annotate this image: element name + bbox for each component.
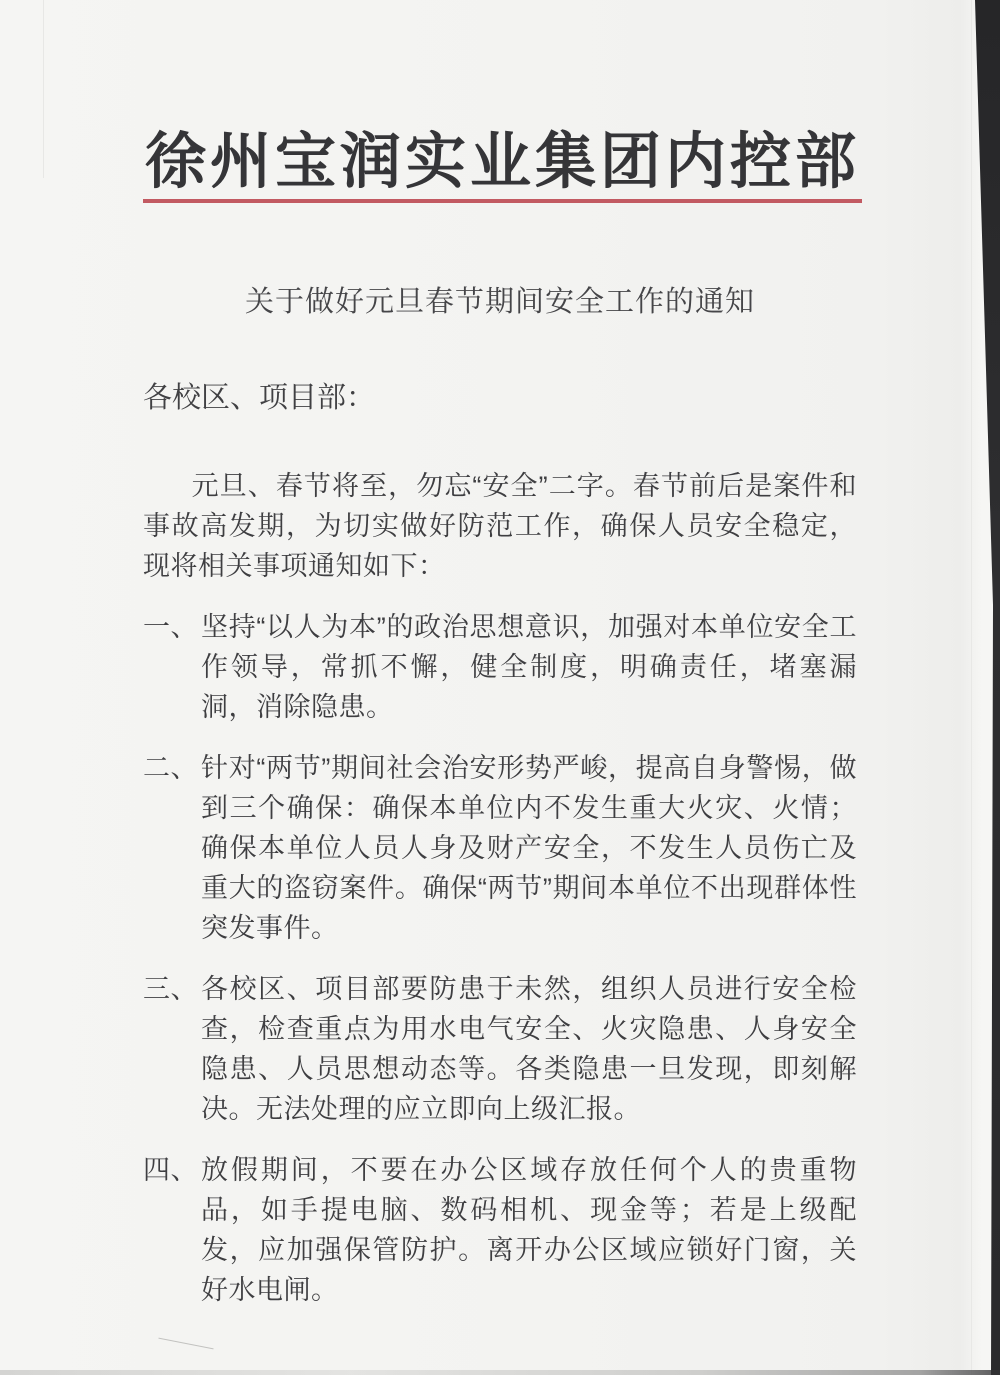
notice-item-3 (143, 969, 857, 1129)
paper-scratch (158, 1338, 213, 1350)
item-2-text: 针对“两节”期间社会治安形势严峻，提高自身警惕，做到三个确保：确保本单位内不发生重大火灾、火情；确保本单位人员人身及财产安全，不发生人员伤亡及重大的盗窃案件。确保“两节”期间本单位不出现群体性突发事件。 (201, 753, 857, 943)
paper-crease-right (971, 0, 972, 1375)
item-1-text: 坚持“以人为本”的政治思想意识，加强对本单位安全工作领导，常抓不懈，健全制度，明确责任，堵塞漏洞，消除隐患。 (201, 612, 857, 722)
notice-item-4 (143, 1150, 857, 1310)
paper-crease-left (43, 0, 44, 178)
item-4-marker: 四、 (143, 1155, 198, 1185)
item-1-marker: 一、 (143, 612, 198, 642)
notice-item-2 (143, 748, 857, 948)
scan-edge-bottom (0, 1370, 1000, 1375)
item-4-text: 放假期间，不要在办公区域存放任何个人的贵重物品，如手提电脑、数码相机、现金等；若是上级配发，应加强保管防护。离开办公区域应锁好门窗，关好水电闸。 (201, 1155, 857, 1305)
company-title: 徐州宝润实业集团内控部 (143, 128, 862, 203)
notice-title: 关于做好元旦春节期间安全工作的通知 (244, 286, 755, 318)
item-3-text: 各校区、项目部要防患于未然，组织人员进行安全检查，检查重点为用水电气安全、火灾隐患、人身安全隐患、人员思想动态等。各类隐患一旦发现，即刻解决。无法处理的应立即向上级汇报。 (201, 974, 857, 1124)
salutation: 各校区、项目部： (143, 382, 376, 414)
notice-items (143, 607, 857, 1310)
company-title-wrap (143, 0, 861, 203)
intro-paragraph: 元旦、春节将至，勿忘“安全”二字。春节前后是案件和事故高发期，为切实做好防范工作，确保人员安全稳定，现将相关事项通知如下： (143, 471, 857, 581)
item-3-marker: 三、 (143, 974, 198, 1004)
notice-item-1 (143, 607, 857, 727)
item-2-marker: 二、 (143, 753, 198, 783)
